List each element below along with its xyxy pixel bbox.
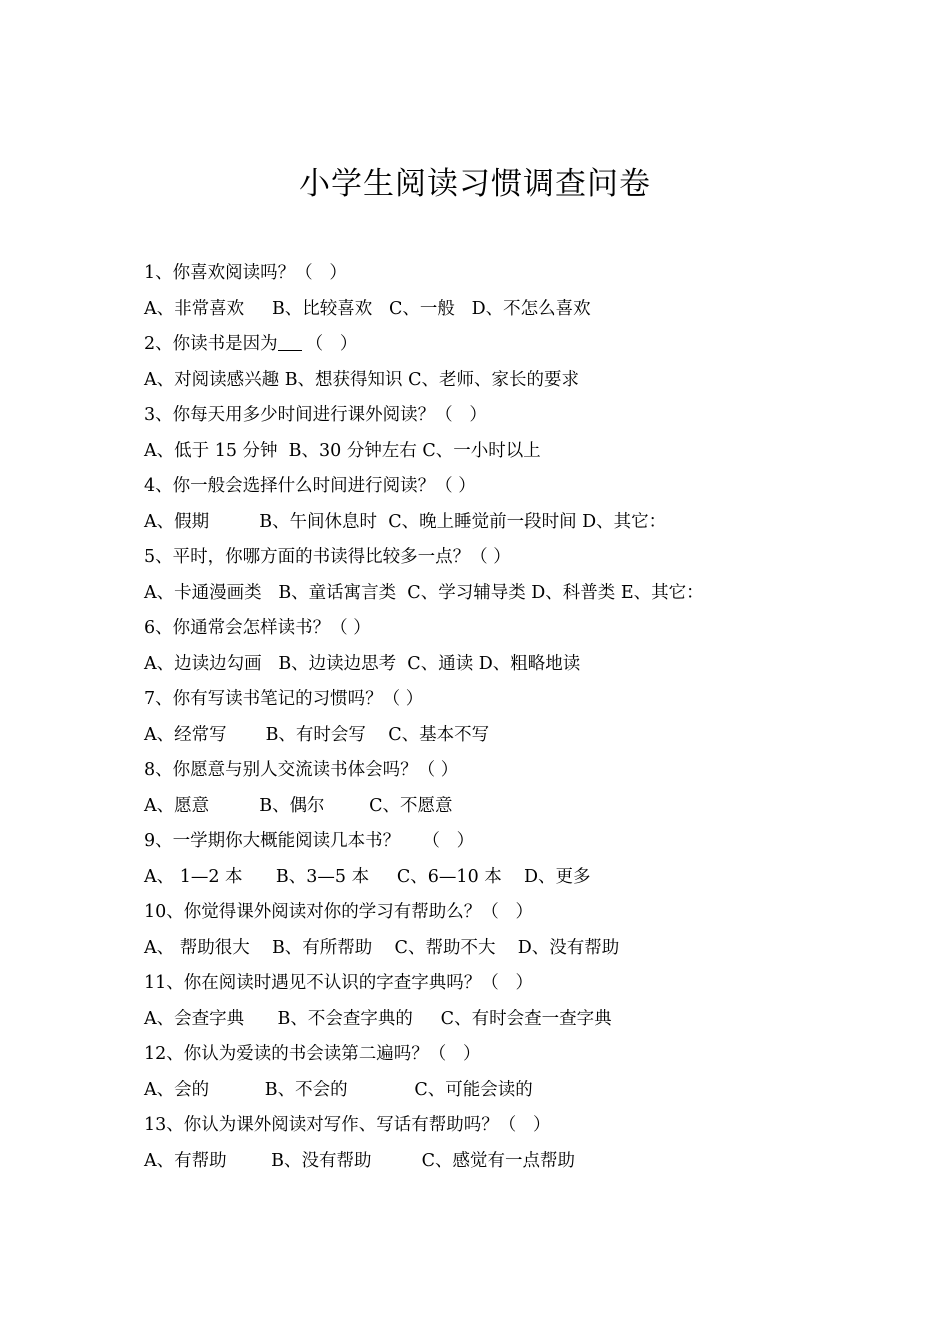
question-1: 1、你喜欢阅读吗？（ ） bbox=[144, 263, 347, 283]
options-5: A、卡通漫画类 B、童话寓言类 C、学习辅导类 D、科普类 E、其它： bbox=[144, 582, 704, 603]
question-3: 3、你每天用多少时间进行课外阅读？（ ） bbox=[144, 405, 487, 425]
options-11: A、会查字典 B、不会查字典的 C、有时会查一查字典 bbox=[144, 1008, 612, 1029]
options-12: A、会的 B、不会的 C、可能会读的 bbox=[144, 1079, 533, 1100]
options-1: A、非常喜欢 B、比较喜欢 C、一般 D、不怎么喜欢 bbox=[144, 298, 591, 319]
question-12: 12、你认为爱读的书会读第二遍吗？（ ） bbox=[144, 1044, 481, 1064]
document-title: 小学生阅读习惯调查问卷 bbox=[299, 166, 651, 202]
question-13: 13、你认为课外阅读对写作、写话有帮助吗？（ ） bbox=[144, 1115, 551, 1135]
question-6: 6、你通常会怎样读书？（ ） bbox=[144, 618, 371, 638]
question-5: 5、平时，你哪方面的书读得比较多一点？（ ） bbox=[144, 547, 511, 567]
options-7: A、经常写 B、有时会写 C、基本不写 bbox=[144, 724, 490, 745]
question-11: 11、你在阅读时遇见不认识的字查字典吗？（ ） bbox=[144, 973, 533, 993]
options-6: A、边读边勾画 B、边读边思考 C、通读 D、粗略地读 bbox=[144, 653, 581, 674]
question-4: 4、你一般会选择什么时间进行阅读？（ ） bbox=[144, 476, 476, 496]
question-9: 9、一学期你大概能阅读几本书？ （ ） bbox=[144, 831, 475, 851]
question-8: 8、你愿意与别人交流读书体会吗？（ ） bbox=[144, 760, 459, 780]
options-8: A、愿意 B、偶尔 C、不愿意 bbox=[144, 795, 453, 816]
question-2-paren: （ ） bbox=[305, 334, 358, 354]
options-10: A、 帮助很大 B、有所帮助 C、帮助不大 D、没有帮助 bbox=[144, 937, 620, 958]
fill-in-blank bbox=[278, 332, 302, 351]
options-9: A、 1—2 本 B、3—5 本 C、6—10 本 D、更多 bbox=[144, 866, 591, 887]
options-2: A、对阅读感兴趣 B、想获得知识 C、老师、家长的要求 bbox=[144, 369, 580, 390]
options-4: A、假期 B、午间休息时 C、晚上睡觉前一段时间 D、其它： bbox=[144, 511, 667, 532]
question-7: 7、你有写读书笔记的习惯吗？（ ） bbox=[144, 689, 424, 709]
options-3: A、低于 15 分钟 B、30 分钟左右 C、一小时以上 bbox=[144, 440, 541, 461]
options-13: A、有帮助 B、没有帮助 C、感觉有一点帮助 bbox=[144, 1150, 575, 1171]
question-10: 10、你觉得课外阅读对你的学习有帮助么？（ ） bbox=[144, 902, 533, 922]
question-2 bbox=[144, 327, 844, 363]
questionnaire-body bbox=[144, 256, 844, 1179]
question-2-text: 2、你读书是因为 bbox=[144, 334, 278, 354]
